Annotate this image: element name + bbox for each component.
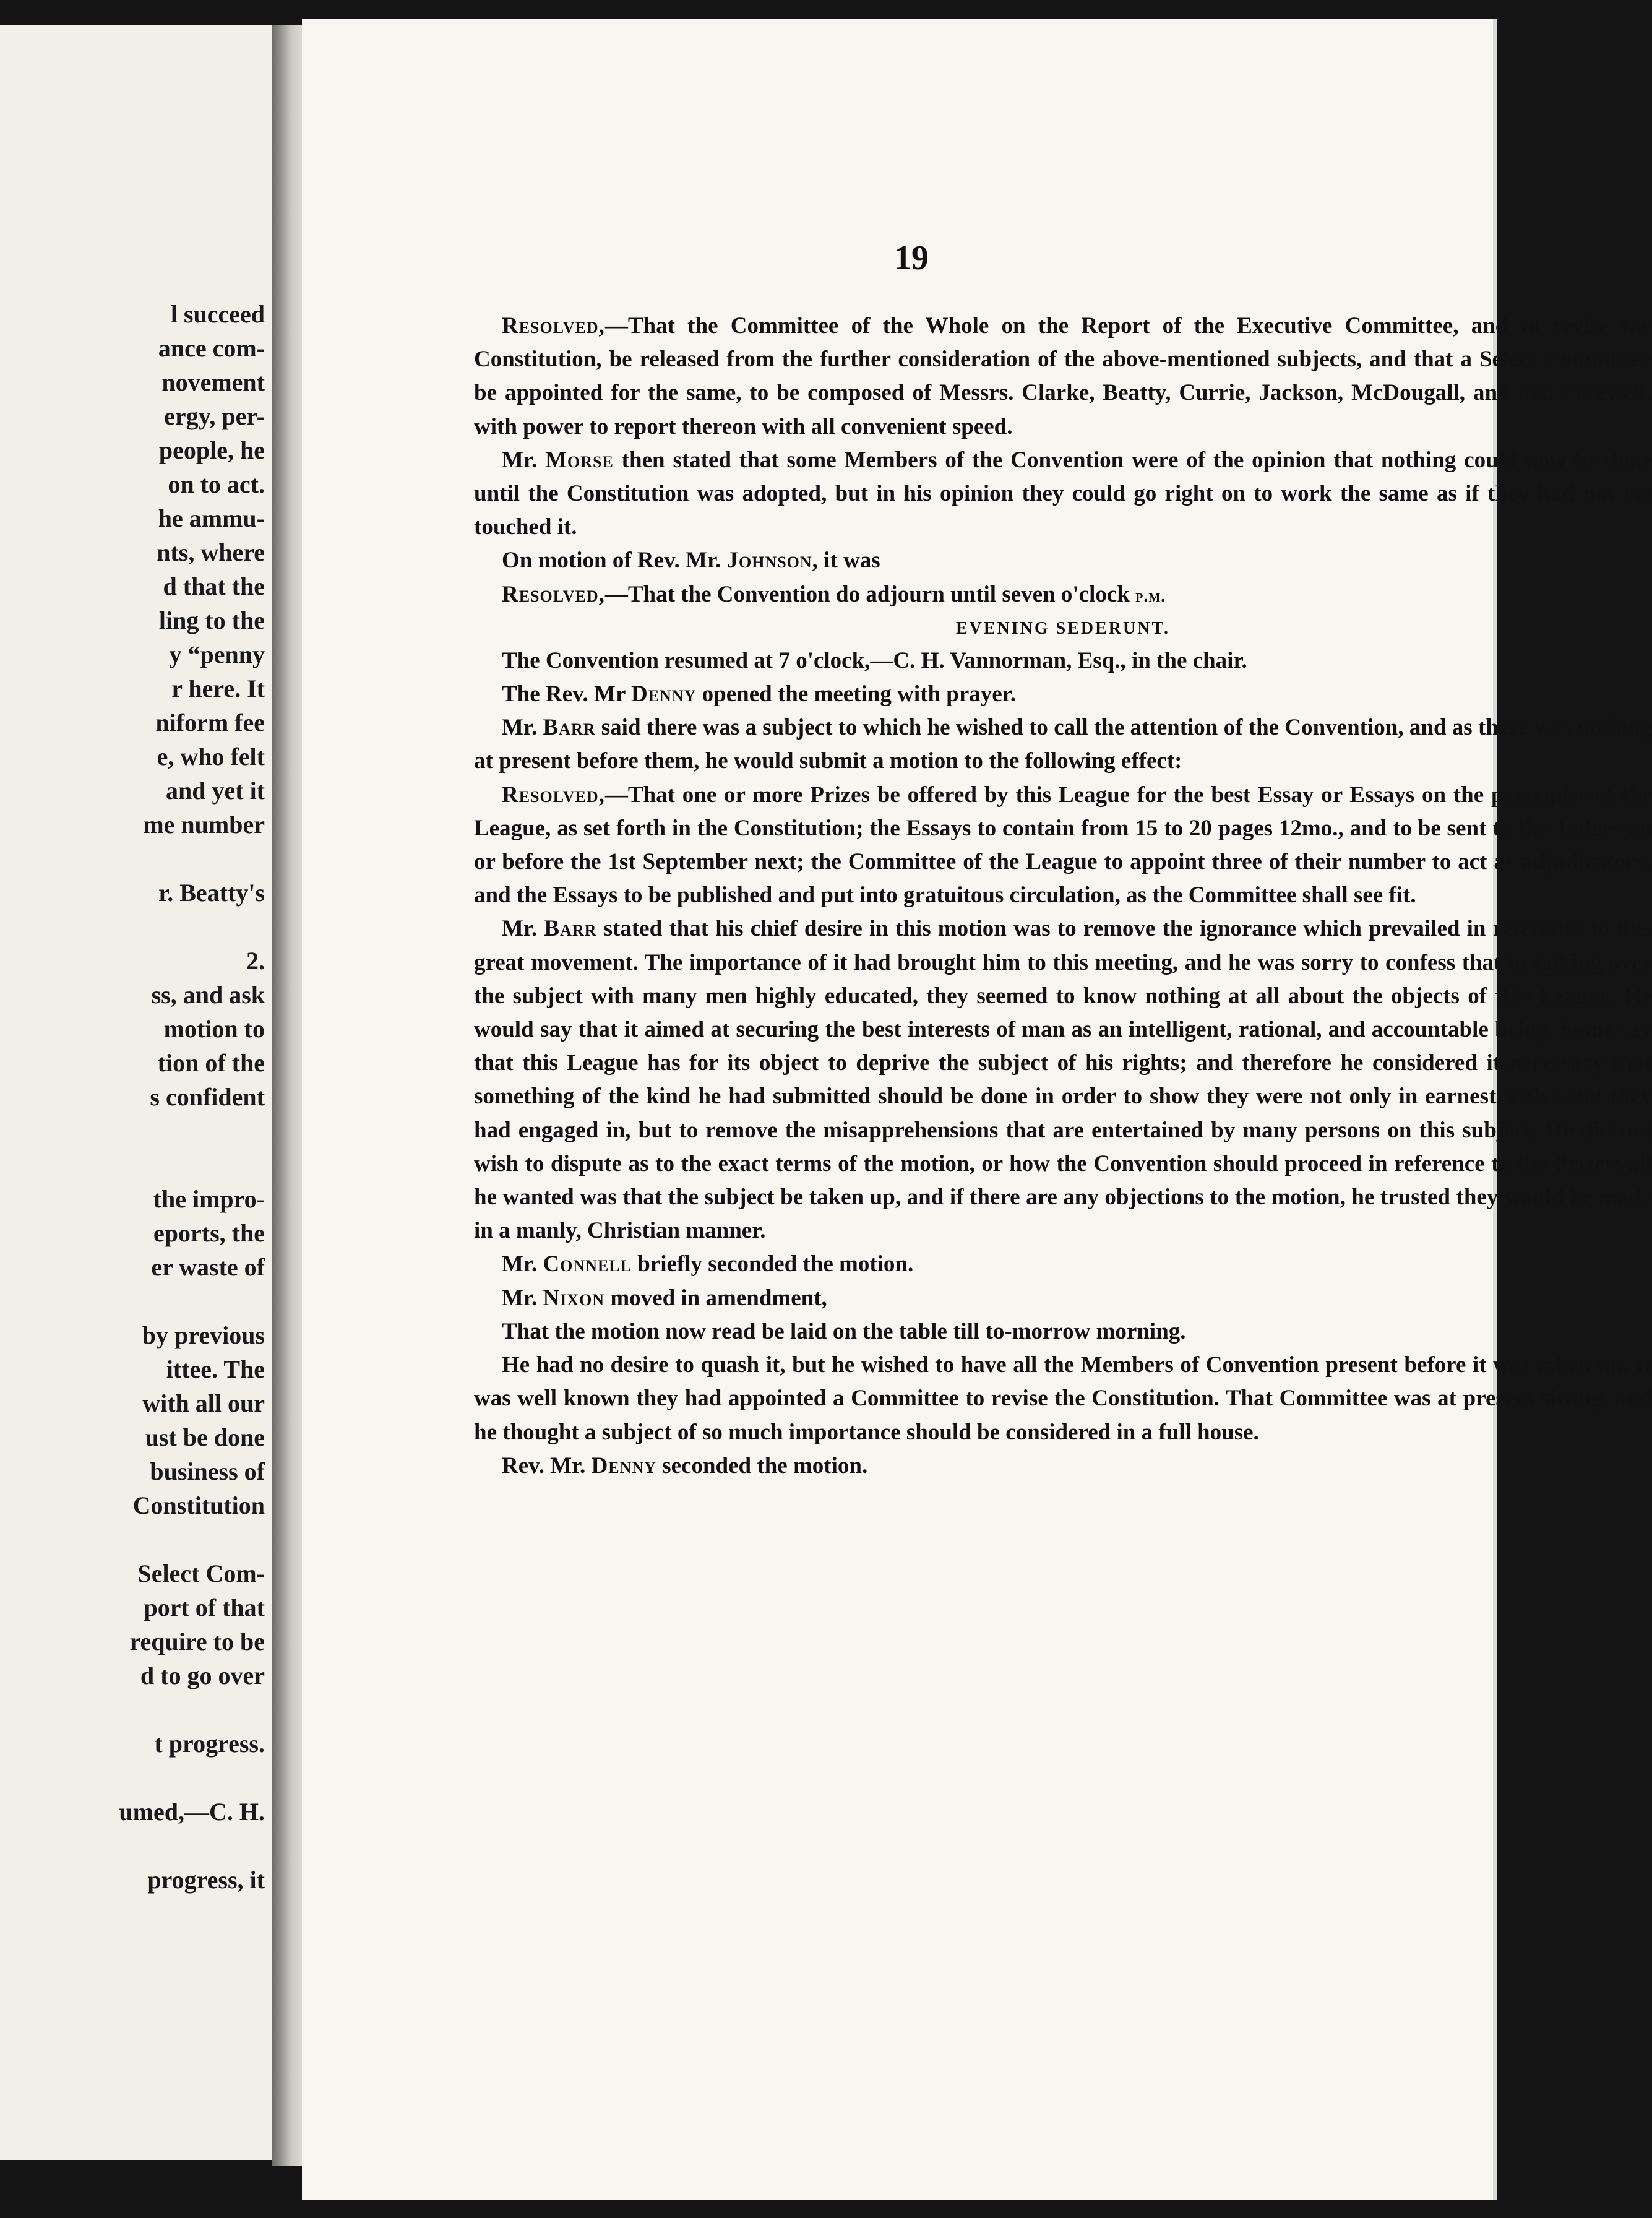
left-page-line bbox=[5, 1522, 265, 1556]
left-page-line: d to go over bbox=[140, 1662, 265, 1689]
left-page-line bbox=[5, 1114, 265, 1148]
left-page-line bbox=[5, 1693, 265, 1727]
left-page-line: motion to bbox=[163, 1015, 265, 1043]
paragraph-morse bbox=[474, 444, 1652, 545]
left-page-line: l succeed bbox=[170, 300, 265, 328]
left-page-line: Constitution bbox=[132, 1491, 265, 1519]
prefix: Mr. bbox=[502, 916, 544, 942]
paragraph-prayer bbox=[474, 678, 1652, 711]
paragraph-text: —That one or more Prizes be offered by this League for the best Essay or Essays on the principles of the League, as set forth in the Constitution; the Essays to contain from 15 to 20 pages 12mo., and to be sent to the Judges on or before the 1st September next; the Committee of the League to appoint three of their number to act as adjudicators; and the Essays to be published and put into gratuitous circulation, as the Committee shall see fit. bbox=[474, 782, 1652, 908]
paragraph-text: —That the Committee of the Whole on the Report of the Executive Committee, and to revise the Constitution, be released from the further consideration of the above-mentioned subjects, and that a Select Committee be appointed for the same, to be composed of Messrs. Clarke, Beatty, Currie, Jackson, McDougall, and Mr. Farewell, with power to report thereon with all convenient speed. bbox=[474, 313, 1652, 439]
paragraph-text: said there was a subject to which he wished to call the attention of the Convention, and as there was nothing at present before them, he would submit a motion to the following effect: bbox=[474, 715, 1652, 774]
section-heading: EVENING SEDERUNT. bbox=[955, 618, 1171, 638]
left-page-line: me number bbox=[143, 811, 265, 839]
paragraph-text: —That the Convention do adjourn until seven o'clock bbox=[604, 581, 1136, 607]
prefix: Mr. bbox=[502, 715, 543, 741]
left-page-line: novement bbox=[161, 368, 265, 396]
resolved-lead: Resolved, bbox=[502, 581, 605, 607]
left-page-line bbox=[5, 1761, 265, 1795]
left-page-line: he ammu- bbox=[158, 504, 265, 532]
left-page-line: er waste of bbox=[151, 1253, 265, 1281]
left-page-line: ust be done bbox=[145, 1423, 265, 1451]
left-page-line bbox=[5, 1148, 265, 1182]
left-page-line: r. Beatty's bbox=[158, 879, 265, 907]
page-body bbox=[474, 309, 1652, 1483]
prefix: Mr. bbox=[502, 447, 546, 473]
left-page-line: the impro- bbox=[153, 1185, 265, 1213]
left-page-line: y “penny bbox=[169, 641, 265, 668]
left-page-line: tion of the bbox=[157, 1049, 265, 1077]
prefix: Mr. bbox=[502, 1251, 543, 1277]
left-page-line: and yet it bbox=[166, 777, 265, 805]
main-page bbox=[302, 19, 1652, 2200]
paragraph-text: then stated that some Members of the Convention were of the opinion that nothing could now be done until the Constitution was adopted, but in his opinion they could go right on to work the same as if they had not yet touched it. bbox=[474, 447, 1652, 540]
left-page-line: d that the bbox=[163, 572, 265, 600]
prefix: On motion of Rev. Mr. bbox=[502, 548, 727, 574]
left-page-line: Select Com- bbox=[137, 1560, 265, 1587]
left-page-line: people, he bbox=[158, 436, 265, 464]
paragraph-barr-speech bbox=[474, 912, 1652, 1248]
paragraph-nixon-speech: He had no desire to quash it, but he wished to have all the Members of Convention present before it was taken up. It was well known they had appointed a Committee to revise the Constitution. That Committee was at present sitting, and he thought a subject of so much importance should be considered in a full house. bbox=[474, 1352, 1652, 1445]
paragraph-text: , it was bbox=[812, 548, 880, 574]
left-page-line: t progress. bbox=[154, 1730, 265, 1758]
left-page-line: on to act. bbox=[168, 470, 265, 498]
left-page-line: ss, and ask bbox=[151, 981, 265, 1009]
left-page-line: require to be bbox=[129, 1628, 265, 1655]
paragraph-text: briefly seconded the motion. bbox=[631, 1251, 914, 1277]
page-number: 19 bbox=[894, 239, 929, 277]
paragraph-text: moved in amendment, bbox=[604, 1285, 827, 1311]
speaker-name: Connell bbox=[543, 1251, 632, 1277]
left-facing-page bbox=[0, 25, 272, 2160]
left-page-line: ance com- bbox=[158, 334, 265, 362]
prefix: The Rev. Mr bbox=[502, 681, 631, 707]
paragraph-amendment: That the motion now read be laid on the table till to-morrow morning. bbox=[502, 1318, 1186, 1344]
left-page-line bbox=[5, 1829, 265, 1863]
left-page-line: eports, the bbox=[153, 1219, 265, 1247]
left-page-line: ergy, per- bbox=[164, 402, 265, 430]
speaker-name: Nixon bbox=[543, 1285, 605, 1311]
left-page-line bbox=[5, 910, 265, 944]
resolved-lead: Resolved, bbox=[502, 782, 605, 808]
left-page-line: business of bbox=[150, 1457, 265, 1485]
speaker-name: Barr bbox=[544, 916, 597, 942]
prefix: Rev. Mr. bbox=[502, 1452, 592, 1478]
left-page-line: ittee. The bbox=[166, 1355, 265, 1383]
resolution-paragraph bbox=[474, 309, 1652, 444]
paragraph-johnson bbox=[474, 544, 1652, 577]
resolved-lead: Resolved, bbox=[502, 313, 605, 339]
left-page-line: nts, where bbox=[157, 538, 265, 566]
left-page-line: niform fee bbox=[155, 709, 265, 736]
paragraph-text: opened the meeting with prayer. bbox=[696, 681, 1016, 707]
speaker-name: Morse bbox=[545, 447, 614, 473]
left-page-line: 2. bbox=[246, 947, 265, 975]
resolution-prizes bbox=[474, 779, 1652, 913]
time-suffix: p.m. bbox=[1135, 586, 1166, 606]
left-page-line: with all our bbox=[142, 1389, 265, 1417]
left-page-line: port of that bbox=[144, 1594, 265, 1621]
paragraph-text: seconded the motion. bbox=[656, 1452, 868, 1478]
left-page-text bbox=[5, 297, 265, 1897]
paragraph-text: stated that his chief desire in this motion was to remove the ignorance which prevailed in reference to this great movement. The importance of it had brought him to this meeting, and he was sorry to confess that in talking over the subject with many men highly educated, they seemed to know nothing at all about the objects of this League. He would say that it aimed at securing the best interests of man as an intelligent, rational, and accountable being. Some say that this League has for its object to deprive the subject of his rights; and therefore he considered it necessary that something of the kind he had submitted should be done in order to show they were not only in earnest with what they had engaged in, but to remove the misapprehensions that are entertained by many persons on this subject. He did not wish to dispute as to the exact terms of the motion, or how the Convention should proceed in reference to the Prizes; all he wanted was that the subject be taken up, and if there are any objections to the motion, he trusted they would be made in a manly, Christian manner. bbox=[474, 916, 1652, 1244]
left-page-line: by previous bbox=[142, 1321, 265, 1349]
prefix: Mr. bbox=[502, 1285, 543, 1311]
paragraph-barr-motion bbox=[474, 711, 1652, 778]
paragraph-nixon bbox=[474, 1282, 1652, 1315]
speaker-name: Denny bbox=[591, 1452, 656, 1478]
paragraph-denny-seconded bbox=[474, 1449, 1652, 1483]
left-page-line bbox=[5, 1284, 265, 1318]
left-page-line bbox=[5, 842, 265, 876]
speaker-name: Barr bbox=[543, 715, 596, 741]
left-page-line: umed,—C. H. bbox=[119, 1798, 265, 1826]
left-page-line: e, who felt bbox=[157, 743, 265, 770]
speaker-name: Johnson bbox=[726, 548, 812, 574]
left-page-line: s confident bbox=[150, 1083, 265, 1111]
left-page-line: r here. It bbox=[171, 675, 265, 702]
left-page-line: progress, it bbox=[147, 1866, 265, 1894]
paragraph-connell bbox=[474, 1248, 1652, 1281]
left-page-line: ling to the bbox=[158, 606, 265, 634]
paragraph-resumed: The Convention resumed at 7 o'clock,—C. H. Vannorman, Esq., in the chair. bbox=[502, 647, 1247, 673]
resolution-adjourn bbox=[474, 578, 1652, 613]
speaker-name: Denny bbox=[630, 681, 697, 707]
